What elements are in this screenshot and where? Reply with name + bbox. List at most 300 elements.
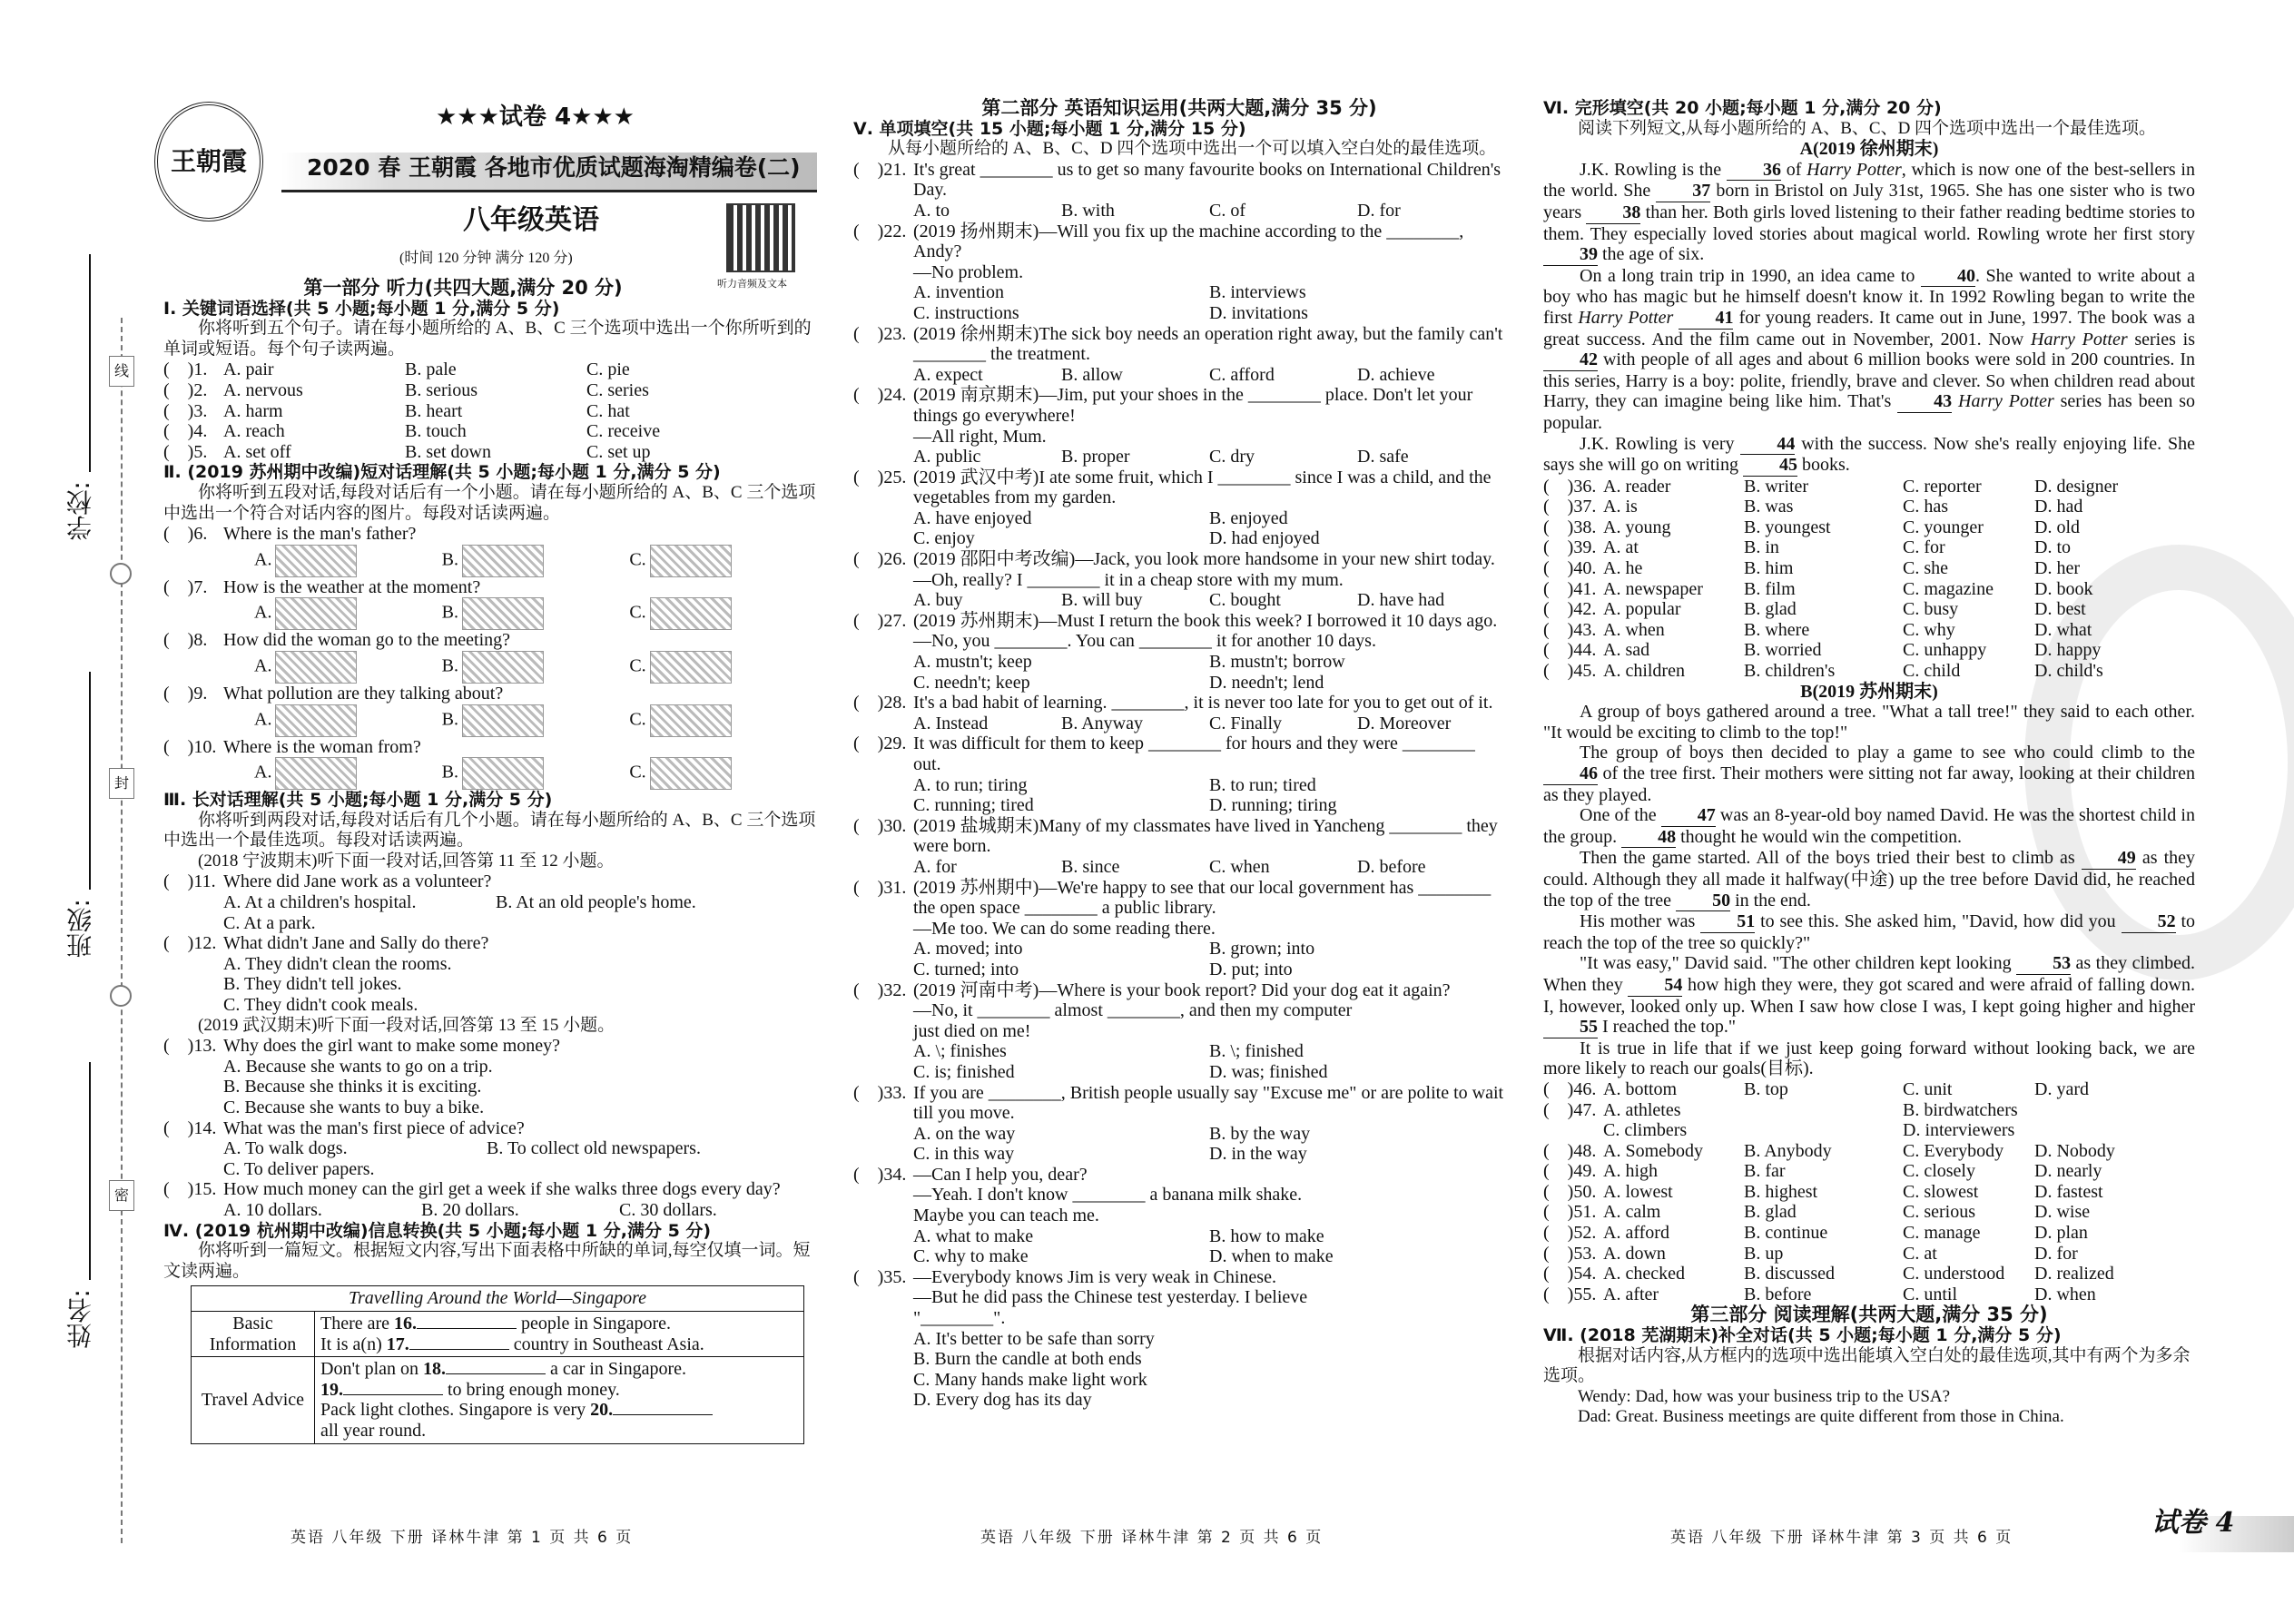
option[interactable]: B. how to make bbox=[1209, 1225, 1324, 1246]
answer-slot[interactable]: ( )30. bbox=[853, 815, 907, 836]
answer-slot[interactable]: ( )25. bbox=[853, 467, 907, 487]
option[interactable]: A. checked bbox=[1603, 1264, 1685, 1284]
blank-42[interactable]: 42 bbox=[1543, 349, 1598, 371]
option[interactable]: B. enjoyed bbox=[1209, 507, 1288, 528]
answer-blank-17[interactable] bbox=[409, 1349, 509, 1350]
answer-slot[interactable]: ( )4. bbox=[163, 421, 208, 442]
option[interactable]: B. far bbox=[1744, 1161, 1786, 1182]
option[interactable]: D. safe bbox=[1357, 447, 1409, 468]
option-a[interactable]: A. harm bbox=[223, 400, 283, 421]
option-12a[interactable]: A. They didn't clean the rooms. bbox=[223, 953, 452, 974]
option[interactable]: B. top bbox=[1744, 1078, 1788, 1099]
option-b[interactable]: B. pale bbox=[405, 359, 457, 380]
answer-slot[interactable]: ( )38. bbox=[1543, 517, 1597, 537]
blank-40[interactable]: 40 bbox=[1921, 266, 1975, 288]
blank-44[interactable]: 44 bbox=[1740, 434, 1795, 456]
option[interactable]: C. why bbox=[1903, 619, 1955, 640]
option[interactable]: D. achieve bbox=[1357, 364, 1435, 385]
picture-option[interactable] bbox=[629, 757, 817, 790]
option[interactable]: C. slowest bbox=[1903, 1181, 1979, 1202]
option-a[interactable]: A. reach bbox=[223, 421, 285, 442]
answer-blank-18[interactable] bbox=[446, 1373, 546, 1374]
option[interactable]: C. child bbox=[1903, 661, 1961, 682]
option[interactable]: C. reporter bbox=[1903, 476, 1982, 497]
option-c[interactable]: C. set up bbox=[586, 441, 651, 462]
passage-b-source: B(2019 苏州期末) bbox=[1800, 681, 1938, 702]
blank-52[interactable]: 52 bbox=[2122, 911, 2176, 933]
option[interactable]: B. up bbox=[1744, 1243, 1784, 1264]
picture-options bbox=[163, 651, 817, 684]
option[interactable]: D. child's bbox=[2034, 661, 2103, 682]
option-b[interactable]: B. touch bbox=[405, 421, 467, 442]
option[interactable]: C. until bbox=[1903, 1284, 1958, 1304]
option[interactable]: C. understood bbox=[1903, 1264, 2005, 1284]
binding-hole bbox=[110, 563, 132, 585]
option[interactable]: D. running; tiring bbox=[1209, 795, 1337, 816]
blank-51[interactable]: 51 bbox=[1700, 911, 1755, 933]
answer-slot[interactable]: ( )37. bbox=[1543, 497, 1597, 517]
option[interactable]: B. him bbox=[1744, 558, 1794, 579]
picture-option[interactable] bbox=[254, 757, 442, 790]
option[interactable]: C. she bbox=[1903, 558, 1948, 579]
option[interactable]: A. moved; into bbox=[913, 939, 1023, 960]
option[interactable]: A. newspaper bbox=[1603, 578, 1703, 599]
option-b[interactable]: B. set down bbox=[405, 441, 491, 462]
option[interactable]: C. Finally bbox=[1209, 713, 1283, 733]
answer-slot[interactable]: ( )23. bbox=[853, 323, 907, 344]
option[interactable]: A. to run; tiring bbox=[913, 774, 1028, 795]
picture-option[interactable] bbox=[442, 704, 630, 737]
option[interactable]: C. for bbox=[1903, 537, 1945, 558]
picture-option[interactable] bbox=[254, 704, 442, 737]
answer-slot[interactable]: ( )33. bbox=[853, 1082, 907, 1103]
option[interactable]: A. mustn't; keep bbox=[913, 652, 1032, 673]
options-row bbox=[223, 380, 817, 401]
cloze-options-50 bbox=[1543, 1182, 2195, 1203]
option[interactable]: B. mustn't; borrow bbox=[1209, 652, 1345, 673]
picture-option[interactable] bbox=[629, 597, 817, 630]
options-row bbox=[1603, 1244, 2195, 1265]
option[interactable]: A. to bbox=[913, 200, 950, 221]
option-picture-icon bbox=[275, 545, 357, 577]
option[interactable]: D. nearly bbox=[2034, 1161, 2102, 1182]
option[interactable]: D. book bbox=[2034, 578, 2093, 599]
blank-45[interactable]: 45 bbox=[1743, 455, 1797, 477]
answer-slot[interactable]: ( )26. bbox=[853, 549, 907, 570]
answer-slot[interactable]: ( )49. bbox=[1543, 1161, 1597, 1182]
option[interactable]: A. at bbox=[1603, 537, 1639, 558]
option-picture-icon bbox=[275, 704, 357, 737]
picture-options bbox=[163, 704, 817, 737]
option[interactable]: B. writer bbox=[1744, 476, 1809, 497]
option[interactable]: B. where bbox=[1744, 619, 1810, 640]
option-13c[interactable]: C. Because she wants to buy a bike. bbox=[223, 1097, 485, 1117]
picture-label: A. bbox=[254, 549, 272, 570]
answer-slot[interactable]: ( )35. bbox=[853, 1266, 907, 1287]
option[interactable]: D. Nobody bbox=[2034, 1140, 2115, 1161]
question-text: How is the weather at the moment? bbox=[223, 576, 481, 597]
book-title: 2020 春 王朝霞 各地市优质试题海淘精编卷(二) bbox=[281, 153, 817, 192]
option[interactable]: A. invention bbox=[913, 282, 1004, 303]
option[interactable]: A. bottom bbox=[1603, 1078, 1678, 1099]
option[interactable]: D. had enjoyed bbox=[1209, 528, 1320, 549]
option[interactable]: B. allow bbox=[1061, 364, 1123, 385]
option[interactable]: C. has bbox=[1903, 497, 1948, 517]
answer-slot[interactable]: ( )40. bbox=[1543, 558, 1597, 579]
question-text: —Can I help you, dear? bbox=[913, 1164, 1088, 1185]
answer-blank-16[interactable] bbox=[417, 1328, 517, 1329]
answer-slot[interactable]: ( )31. bbox=[853, 877, 907, 898]
option-13a[interactable]: A. Because she wants to go on a trip. bbox=[223, 1056, 493, 1077]
option[interactable]: B. highest bbox=[1744, 1181, 1818, 1202]
option[interactable]: B. with bbox=[1061, 200, 1115, 221]
question-35 bbox=[853, 1267, 1505, 1288]
option[interactable]: D. fastest bbox=[2034, 1181, 2103, 1202]
option[interactable]: A. Instead bbox=[913, 713, 989, 733]
time-info: (时间 120 分钟 满分 120 分) bbox=[399, 251, 573, 266]
option[interactable]: C. closely bbox=[1903, 1161, 1975, 1182]
option[interactable]: A. \; finishes bbox=[913, 1041, 1007, 1062]
question-text: (2019 徐州期末)The sick boy needs an operation right away, but the family can't ________ the treatment. bbox=[913, 323, 1503, 365]
answer-slot[interactable]: ( )10. bbox=[163, 736, 217, 757]
picture-label: C. bbox=[629, 549, 646, 570]
option-12c[interactable]: C. They didn't cook meals. bbox=[223, 995, 418, 1016]
option-picture-icon bbox=[462, 757, 544, 790]
option[interactable]: D. Moreover bbox=[1357, 713, 1452, 733]
question-line: —No, it ________ almost ________, and then my computer bbox=[913, 1000, 1353, 1021]
option[interactable]: A. for bbox=[913, 856, 957, 877]
option[interactable]: D. invitations bbox=[1209, 302, 1308, 323]
option-c[interactable]: C. receive bbox=[586, 421, 661, 442]
blank-55[interactable]: 55 bbox=[1543, 1017, 1598, 1038]
picture-option[interactable] bbox=[442, 597, 630, 630]
option[interactable]: D. wise bbox=[2034, 1202, 2091, 1223]
picture-label: C. bbox=[629, 602, 646, 623]
option[interactable]: A. calm bbox=[1603, 1202, 1661, 1223]
answer-slot[interactable]: ( )36. bbox=[1543, 476, 1597, 497]
picture-option[interactable] bbox=[254, 651, 442, 684]
option-c[interactable]: C. pie bbox=[586, 359, 630, 380]
answer-slot[interactable]: ( )2. bbox=[163, 379, 208, 400]
answer-slot[interactable]: ( )32. bbox=[853, 979, 907, 1000]
picture-option[interactable] bbox=[629, 704, 817, 737]
cloze-options-46 bbox=[1543, 1079, 2195, 1100]
question-25 bbox=[853, 468, 1505, 508]
answer-slot[interactable]: ( )27. bbox=[853, 610, 907, 631]
option[interactable]: B. grown; into bbox=[1209, 939, 1315, 960]
blank-39[interactable]: 39 bbox=[1543, 244, 1598, 266]
option-11c[interactable]: C. At a park. bbox=[223, 912, 316, 933]
option[interactable]: A. have enjoyed bbox=[913, 507, 1032, 528]
option[interactable]: B. since bbox=[1061, 856, 1120, 877]
options-row bbox=[853, 1062, 1505, 1083]
question-line: Maybe you can teach me. bbox=[913, 1206, 1099, 1226]
answer-slot[interactable]: ( )8. bbox=[163, 630, 208, 651]
option[interactable]: C. enjoy bbox=[913, 528, 975, 549]
option[interactable]: A. young bbox=[1603, 517, 1671, 537]
option[interactable]: C. afford bbox=[1209, 364, 1275, 385]
question-22 bbox=[853, 221, 1505, 262]
answer-slot[interactable]: ( )42. bbox=[1543, 599, 1597, 620]
cloze-options-53 bbox=[1543, 1244, 2195, 1265]
option[interactable]: A. after bbox=[1603, 1284, 1659, 1304]
option[interactable]: C. Everybody bbox=[1903, 1140, 2004, 1161]
option[interactable]: C. needn't; keep bbox=[913, 672, 1030, 693]
option-12b[interactable]: B. They didn't tell jokes. bbox=[223, 974, 402, 995]
answer-slot[interactable]: ( )22. bbox=[853, 221, 907, 241]
option[interactable]: B. continue bbox=[1744, 1223, 1828, 1244]
option-c[interactable]: C. series bbox=[586, 379, 649, 400]
blank-49[interactable]: 49 bbox=[2082, 848, 2136, 870]
answer-slot[interactable]: ( )44. bbox=[1543, 640, 1597, 661]
option[interactable]: B. Burn the candle at both ends bbox=[913, 1349, 1142, 1370]
option[interactable]: B. Anybody bbox=[1744, 1140, 1832, 1161]
answer-slot[interactable]: ( )34. bbox=[853, 1164, 907, 1185]
answer-slot[interactable]: ( )45. bbox=[1543, 661, 1597, 682]
answer-slot[interactable]: ( )28. bbox=[853, 693, 907, 714]
option[interactable]: A. athletes bbox=[1603, 1099, 1681, 1120]
option[interactable]: A. public bbox=[913, 447, 981, 468]
option[interactable]: D. have had bbox=[1357, 590, 1445, 611]
answer-slot[interactable]: ( )43. bbox=[1543, 619, 1597, 640]
option[interactable]: B. Anyway bbox=[1061, 713, 1143, 733]
answer-slot[interactable]: ( )1. bbox=[163, 359, 208, 380]
blank-47[interactable]: 47 bbox=[1661, 805, 1716, 827]
option[interactable]: C. Many hands make light work bbox=[913, 1369, 1147, 1390]
info-table bbox=[191, 1285, 804, 1443]
answer-slot[interactable]: ( )5. bbox=[163, 441, 208, 462]
school-line bbox=[89, 254, 91, 472]
cloze-options-47 bbox=[1543, 1100, 2195, 1141]
sec2-title: Ⅱ. (2019 苏州期中改编)短对话理解(共 5 小题;每小题 1 分,满分 5 分) bbox=[163, 462, 721, 483]
option[interactable]: B. \; finished bbox=[1209, 1041, 1304, 1062]
blank-46[interactable]: 46 bbox=[1543, 763, 1598, 785]
question-10 bbox=[163, 737, 817, 758]
column-3 bbox=[1543, 98, 2195, 1428]
options-row bbox=[853, 365, 1505, 386]
picture-option[interactable] bbox=[442, 651, 630, 684]
option[interactable]: D. her bbox=[2034, 558, 2080, 579]
option[interactable]: A. when bbox=[1603, 619, 1665, 640]
option[interactable]: B. was bbox=[1744, 497, 1794, 517]
option[interactable]: C. turned; into bbox=[913, 959, 1019, 979]
option[interactable]: C. dry bbox=[1209, 447, 1255, 468]
blank-54[interactable]: 54 bbox=[1628, 975, 1682, 997]
option[interactable]: C. younger bbox=[1903, 517, 1984, 537]
answer-blank-20[interactable] bbox=[613, 1414, 713, 1415]
option[interactable]: C. unit bbox=[1903, 1078, 1953, 1099]
answer-slot[interactable]: ( )55. bbox=[1543, 1284, 1597, 1304]
option[interactable]: A. down bbox=[1603, 1243, 1666, 1264]
option[interactable]: A. he bbox=[1603, 558, 1643, 579]
option[interactable]: C. busy bbox=[1903, 599, 1959, 620]
option[interactable]: C. magazine bbox=[1903, 578, 1994, 599]
option[interactable]: D. Every dog has its day bbox=[913, 1390, 1092, 1411]
option-b[interactable]: B. heart bbox=[405, 400, 463, 421]
picture-option[interactable] bbox=[442, 757, 630, 790]
option[interactable]: C. when bbox=[1209, 856, 1270, 877]
option[interactable]: B. in bbox=[1744, 537, 1779, 558]
blank-36[interactable]: 36 bbox=[1727, 160, 1781, 182]
option[interactable]: A. popular bbox=[1603, 599, 1681, 620]
option[interactable]: B. children's bbox=[1744, 661, 1836, 682]
options-row bbox=[223, 359, 817, 380]
answer-slot[interactable]: ( )48. bbox=[1543, 1140, 1597, 1161]
answer-slot[interactable]: ( )52. bbox=[1543, 1223, 1597, 1244]
answer-slot[interactable]: ( )53. bbox=[1543, 1243, 1597, 1264]
answer-slot[interactable]: ( )7. bbox=[163, 576, 208, 597]
option[interactable]: C. bought bbox=[1209, 590, 1281, 611]
option[interactable]: A. afford bbox=[1603, 1223, 1669, 1244]
option[interactable]: D. put; into bbox=[1209, 959, 1293, 979]
option[interactable]: B. youngest bbox=[1744, 517, 1831, 537]
option[interactable]: C. at bbox=[1903, 1243, 1937, 1264]
option[interactable]: B. worried bbox=[1744, 640, 1822, 661]
option[interactable]: B. will buy bbox=[1061, 590, 1143, 611]
option[interactable]: D. when bbox=[2034, 1284, 2096, 1304]
option[interactable]: D. needn't; lend bbox=[1209, 672, 1324, 693]
option[interactable]: A. is bbox=[1603, 497, 1638, 517]
option[interactable]: D. had bbox=[2034, 497, 2083, 517]
option[interactable]: D. realized bbox=[2034, 1264, 2114, 1284]
question-text: (2019 扬州期末)—Will you fix up the machine according to the ________, Andy? bbox=[913, 221, 1464, 262]
answer-slot[interactable]: ( )9. bbox=[163, 683, 208, 704]
option[interactable]: B. film bbox=[1744, 578, 1796, 599]
answer-slot[interactable]: ( )47. bbox=[1543, 1099, 1597, 1120]
option[interactable]: D. for bbox=[1357, 200, 1401, 221]
picture-option[interactable] bbox=[254, 545, 442, 577]
row-advice-label: Travel Advice bbox=[192, 1357, 315, 1443]
option-13b[interactable]: B. Because she thinks it is exciting. bbox=[223, 1077, 482, 1097]
option[interactable]: D. designer bbox=[2034, 476, 2119, 497]
option[interactable]: A. lowest bbox=[1603, 1181, 1673, 1202]
picture-option[interactable] bbox=[629, 651, 817, 684]
option-picture-icon bbox=[462, 545, 544, 577]
option[interactable]: B. by the way bbox=[1209, 1123, 1311, 1144]
answer-slot[interactable]: ( )46. bbox=[1543, 1078, 1597, 1099]
blank-41[interactable]: 41 bbox=[1679, 308, 1733, 330]
option[interactable]: C. serious bbox=[1903, 1202, 1975, 1223]
blank-37[interactable]: 37 bbox=[1656, 181, 1710, 202]
answer-slot[interactable]: ( )41. bbox=[1543, 578, 1597, 599]
answer-slot[interactable]: ( )50. bbox=[1543, 1181, 1597, 1202]
option-c[interactable]: C. hat bbox=[586, 400, 630, 421]
option[interactable]: A. high bbox=[1603, 1161, 1658, 1182]
option[interactable]: D. to bbox=[2034, 537, 2071, 558]
blank-50[interactable]: 50 bbox=[1676, 891, 1730, 912]
picture-option[interactable] bbox=[442, 545, 630, 577]
option[interactable]: B. glad bbox=[1744, 1202, 1797, 1223]
option[interactable]: C. running; tired bbox=[913, 795, 1034, 816]
blank-53[interactable]: 53 bbox=[2016, 953, 2071, 975]
question-text: (2019 河南中考)—Where is your book report? Did your dog eat it again? bbox=[913, 979, 1451, 1000]
picture-option[interactable] bbox=[254, 597, 442, 630]
answer-slot[interactable]: ( )24. bbox=[853, 385, 907, 406]
answer-slot[interactable]: ( )21. bbox=[853, 159, 907, 180]
option[interactable]: B. glad bbox=[1744, 599, 1797, 620]
option[interactable]: A. children bbox=[1603, 661, 1685, 682]
option[interactable]: A. sad bbox=[1603, 640, 1650, 661]
blank-38[interactable]: 38 bbox=[1586, 202, 1640, 224]
blank-43[interactable]: 43 bbox=[1897, 391, 1952, 413]
option-a[interactable]: A. pair bbox=[223, 359, 274, 380]
question-24 bbox=[853, 385, 1505, 426]
option[interactable]: D. plan bbox=[2034, 1223, 2088, 1244]
option[interactable]: B. proper bbox=[1061, 447, 1130, 468]
class-label: 班级: bbox=[65, 899, 95, 959]
question-text: Where is the man's father? bbox=[223, 524, 417, 545]
option-a[interactable]: A. nervous bbox=[223, 379, 303, 400]
option[interactable]: D. happy bbox=[2034, 640, 2102, 661]
option[interactable]: B. discussed bbox=[1744, 1264, 1835, 1284]
option[interactable]: C. unhappy bbox=[1903, 640, 1987, 661]
option[interactable]: C. why to make bbox=[913, 1246, 1029, 1267]
option-a[interactable]: A. set off bbox=[223, 441, 291, 462]
question-text: (2019 南京期末)—Jim, put your shoes in the ________ place. Don't let your things go everywhere! bbox=[913, 385, 1473, 426]
option[interactable]: B. to run; tired bbox=[1209, 774, 1316, 795]
blank-48[interactable]: 48 bbox=[1621, 827, 1676, 849]
answer-slot[interactable]: ( )29. bbox=[853, 733, 907, 754]
question-text: What pollution are they talking about? bbox=[223, 683, 504, 704]
answer-slot[interactable]: ( )39. bbox=[1543, 537, 1597, 558]
option-picture-icon bbox=[650, 704, 732, 737]
option[interactable]: B. before bbox=[1744, 1284, 1812, 1304]
options-row bbox=[853, 201, 1505, 221]
option[interactable]: C. manage bbox=[1903, 1223, 1981, 1244]
options-row bbox=[1603, 599, 2195, 620]
option[interactable]: C. instructions bbox=[913, 302, 1019, 323]
options-row bbox=[1603, 579, 2195, 600]
option[interactable]: A. buy bbox=[913, 590, 963, 611]
answer-slot[interactable]: ( )3. bbox=[163, 400, 208, 421]
option-14c[interactable]: C. To deliver papers. bbox=[223, 1158, 375, 1179]
name-label: 姓名: bbox=[65, 1289, 95, 1349]
option[interactable]: D. interviewers bbox=[1903, 1120, 2015, 1141]
option[interactable]: A. It's better to be safe than sorry bbox=[913, 1328, 1155, 1349]
option[interactable]: D. old bbox=[2034, 517, 2080, 537]
option[interactable]: A. what to make bbox=[913, 1225, 1034, 1246]
option[interactable]: D. when to make bbox=[1209, 1246, 1334, 1267]
cloze-options-40 bbox=[1543, 558, 2195, 579]
option-picture-icon bbox=[650, 757, 732, 790]
answer-slot[interactable]: ( )54. bbox=[1543, 1264, 1597, 1284]
picture-option[interactable] bbox=[629, 545, 817, 577]
answer-slot[interactable]: ( )51. bbox=[1543, 1202, 1597, 1223]
option[interactable]: C. of bbox=[1209, 200, 1245, 221]
option[interactable]: A. reader bbox=[1603, 476, 1671, 497]
option[interactable]: C. is; finished bbox=[913, 1061, 1015, 1082]
option[interactable]: D. what bbox=[2034, 619, 2092, 640]
option-b[interactable]: B. serious bbox=[405, 379, 478, 400]
option[interactable]: C. climbers bbox=[1603, 1120, 1688, 1141]
option[interactable]: A. Somebody bbox=[1603, 1140, 1703, 1161]
option[interactable]: B. interviews bbox=[1209, 282, 1306, 303]
cloze-options-48 bbox=[1543, 1141, 2195, 1162]
option[interactable]: A. on the way bbox=[913, 1123, 1016, 1144]
option[interactable]: D. in the way bbox=[1209, 1144, 1307, 1165]
option[interactable]: D. before bbox=[1357, 856, 1426, 877]
option[interactable]: D. yard bbox=[2034, 1078, 2089, 1099]
answer-blank-19[interactable] bbox=[343, 1394, 443, 1395]
option[interactable]: A. expect bbox=[913, 364, 983, 385]
option[interactable]: D. was; finished bbox=[1209, 1061, 1328, 1082]
option[interactable]: C. in this way bbox=[913, 1144, 1015, 1165]
option[interactable]: D. for bbox=[2034, 1243, 2078, 1264]
option[interactable]: D. best bbox=[2034, 599, 2086, 620]
answer-slot[interactable]: ( )6. bbox=[163, 524, 208, 545]
option[interactable]: B. birdwatchers bbox=[1903, 1099, 2018, 1120]
options-row bbox=[853, 1144, 1505, 1165]
